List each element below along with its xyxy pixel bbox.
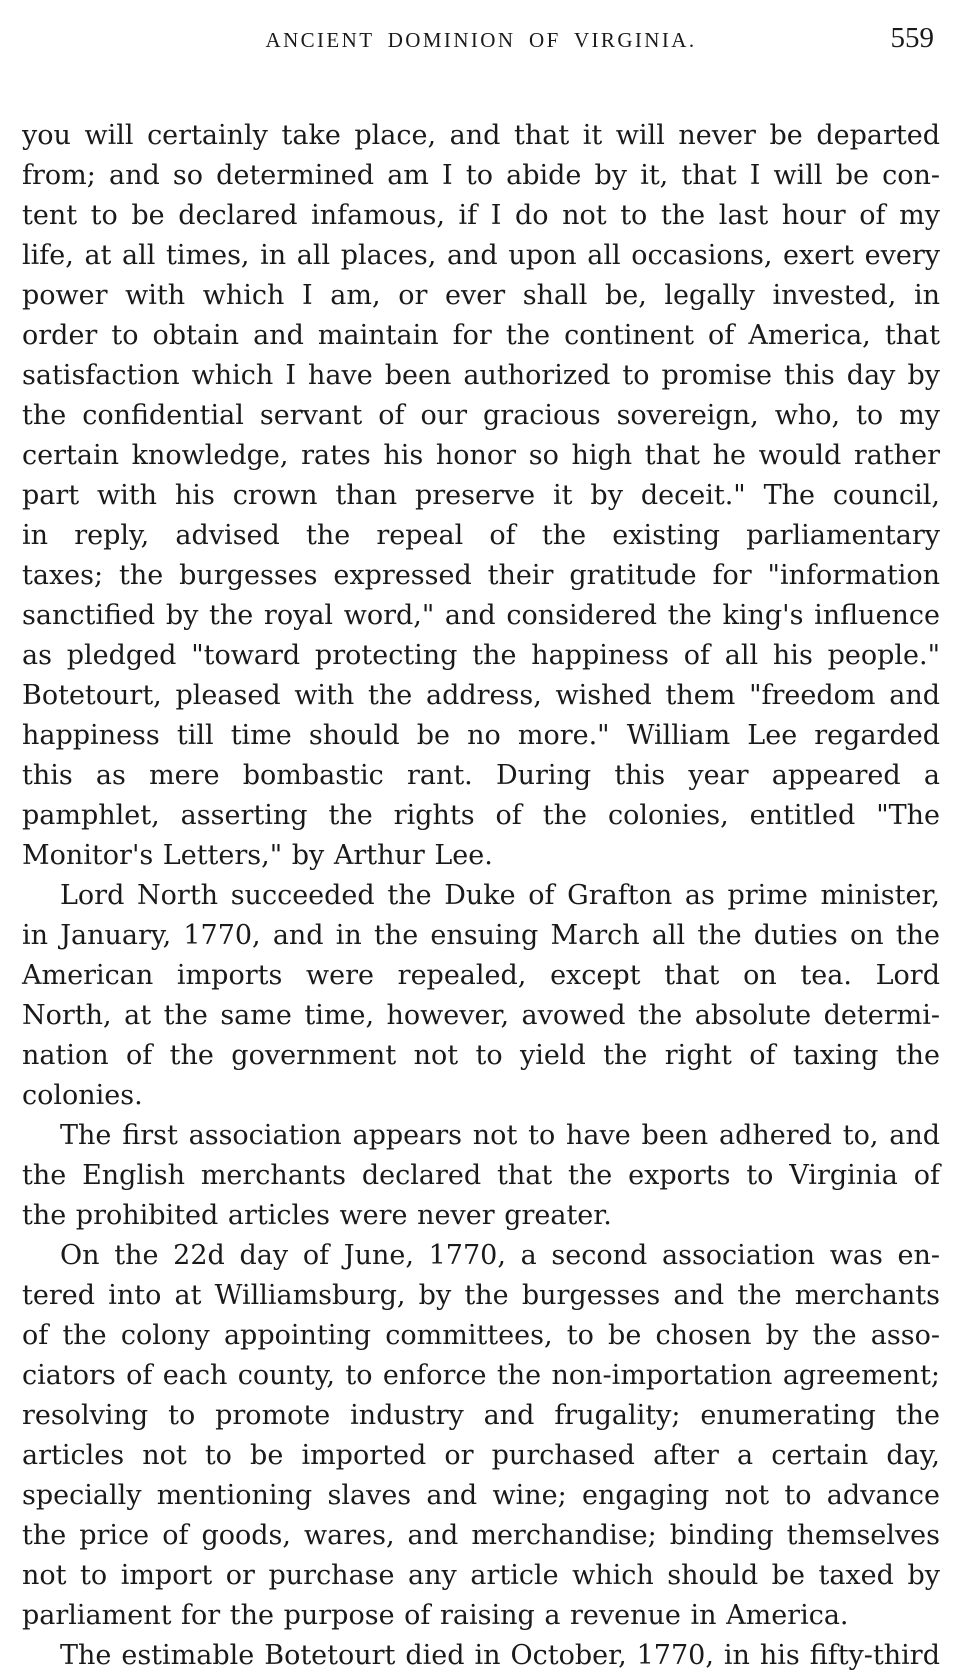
text-line: Botetourt, pleased with the address, wished them "freedom and [22, 680, 940, 711]
text-line: specially mentioning slaves and wine; engaging not to advance [22, 1480, 940, 1511]
text-line: the price of goods, wares, and merchandise; binding themselves [22, 1520, 940, 1551]
running-header [22, 18, 940, 62]
text-line: North, at the same time, however, avowed the absolute determi- [22, 1000, 940, 1031]
book-page [22, 18, 940, 1676]
text-line: not to import or purchase any article which should be taxed by [22, 1560, 940, 1591]
text-line: tent to be declared infamous, if I do not to the last hour of my [22, 200, 940, 231]
text-line: resolving to promote industry and frugality; enumerating the [22, 1400, 940, 1431]
text-line: from; and so determined am I to abide by it, that I will be con- [22, 160, 940, 191]
text-line: in reply, advised the repeal of the existing parliamentary [22, 520, 940, 551]
text-line: happiness till time should be no more." William Lee regarded [22, 720, 940, 751]
text-line: this as mere bombastic rant. During this year appeared a [22, 760, 940, 791]
text-line: ciators of each county, to enforce the non-importation agreement; [22, 1360, 940, 1391]
text-line: as pledged "toward protecting the happiness of all his people." [22, 640, 940, 671]
text-line: Monitor's Letters," by Arthur Lee. [22, 840, 493, 871]
text-line: order to obtain and maintain for the continent of America, that [22, 320, 940, 351]
text-line: of the colony appointing committees, to be chosen by the asso- [22, 1320, 940, 1351]
body-text [22, 116, 940, 1676]
text-line: power with which I am, or ever shall be, legally invested, in [22, 280, 940, 311]
text-line: life, at all times, in all places, and upon all occasions, exert every [22, 240, 940, 271]
running-title: ANCIENT DOMINION OF VIRGINIA. [265, 28, 697, 52]
text-line: On the 22d day of June, 1770, a second association was en- [60, 1240, 940, 1271]
text-line: colonies. [22, 1080, 143, 1111]
page-number: 559 [890, 22, 934, 54]
text-line: part with his crown than preserve it by deceit." The council, [22, 480, 940, 511]
text-line: The first association appears not to have been adhered to, and [60, 1120, 940, 1151]
text-line: you will certainly take place, and that it will never be departed [22, 120, 940, 151]
text-line: The estimable Botetourt died in October, 1770, in his fifty-third [60, 1640, 940, 1671]
text-line: Lord North succeeded the Duke of Grafton as prime minister, [60, 880, 940, 911]
text-line: sanctified by the royal word," and considered the king's influence [22, 600, 940, 631]
text-line: nation of the government not to yield the right of taxing the [22, 1040, 940, 1071]
text-line: the English merchants declared that the exports to Virginia of [22, 1160, 940, 1191]
text-line: satisfaction which I have been authorized to promise this day by [22, 360, 940, 391]
text-line: in January, 1770, and in the ensuing March all the duties on the [22, 920, 940, 951]
text-line: parliament for the purpose of raising a revenue in America. [22, 1600, 849, 1631]
text-line: the confidential servant of our gracious sovereign, who, to my [22, 400, 940, 431]
text-line: articles not to be imported or purchased after a certain day, [22, 1440, 940, 1471]
text-line: certain knowledge, rates his honor so high that he would rather [22, 440, 940, 471]
text-line: American imports were repealed, except that on tea. Lord [22, 960, 940, 991]
text-line: tered into at Williamsburg, by the burgesses and the merchants [22, 1280, 940, 1311]
text-line: taxes; the burgesses expressed their gratitude for "information [22, 560, 940, 591]
text-line: the prohibited articles were never greater. [22, 1200, 612, 1231]
text-line: pamphlet, asserting the rights of the colonies, entitled "The [22, 800, 940, 831]
